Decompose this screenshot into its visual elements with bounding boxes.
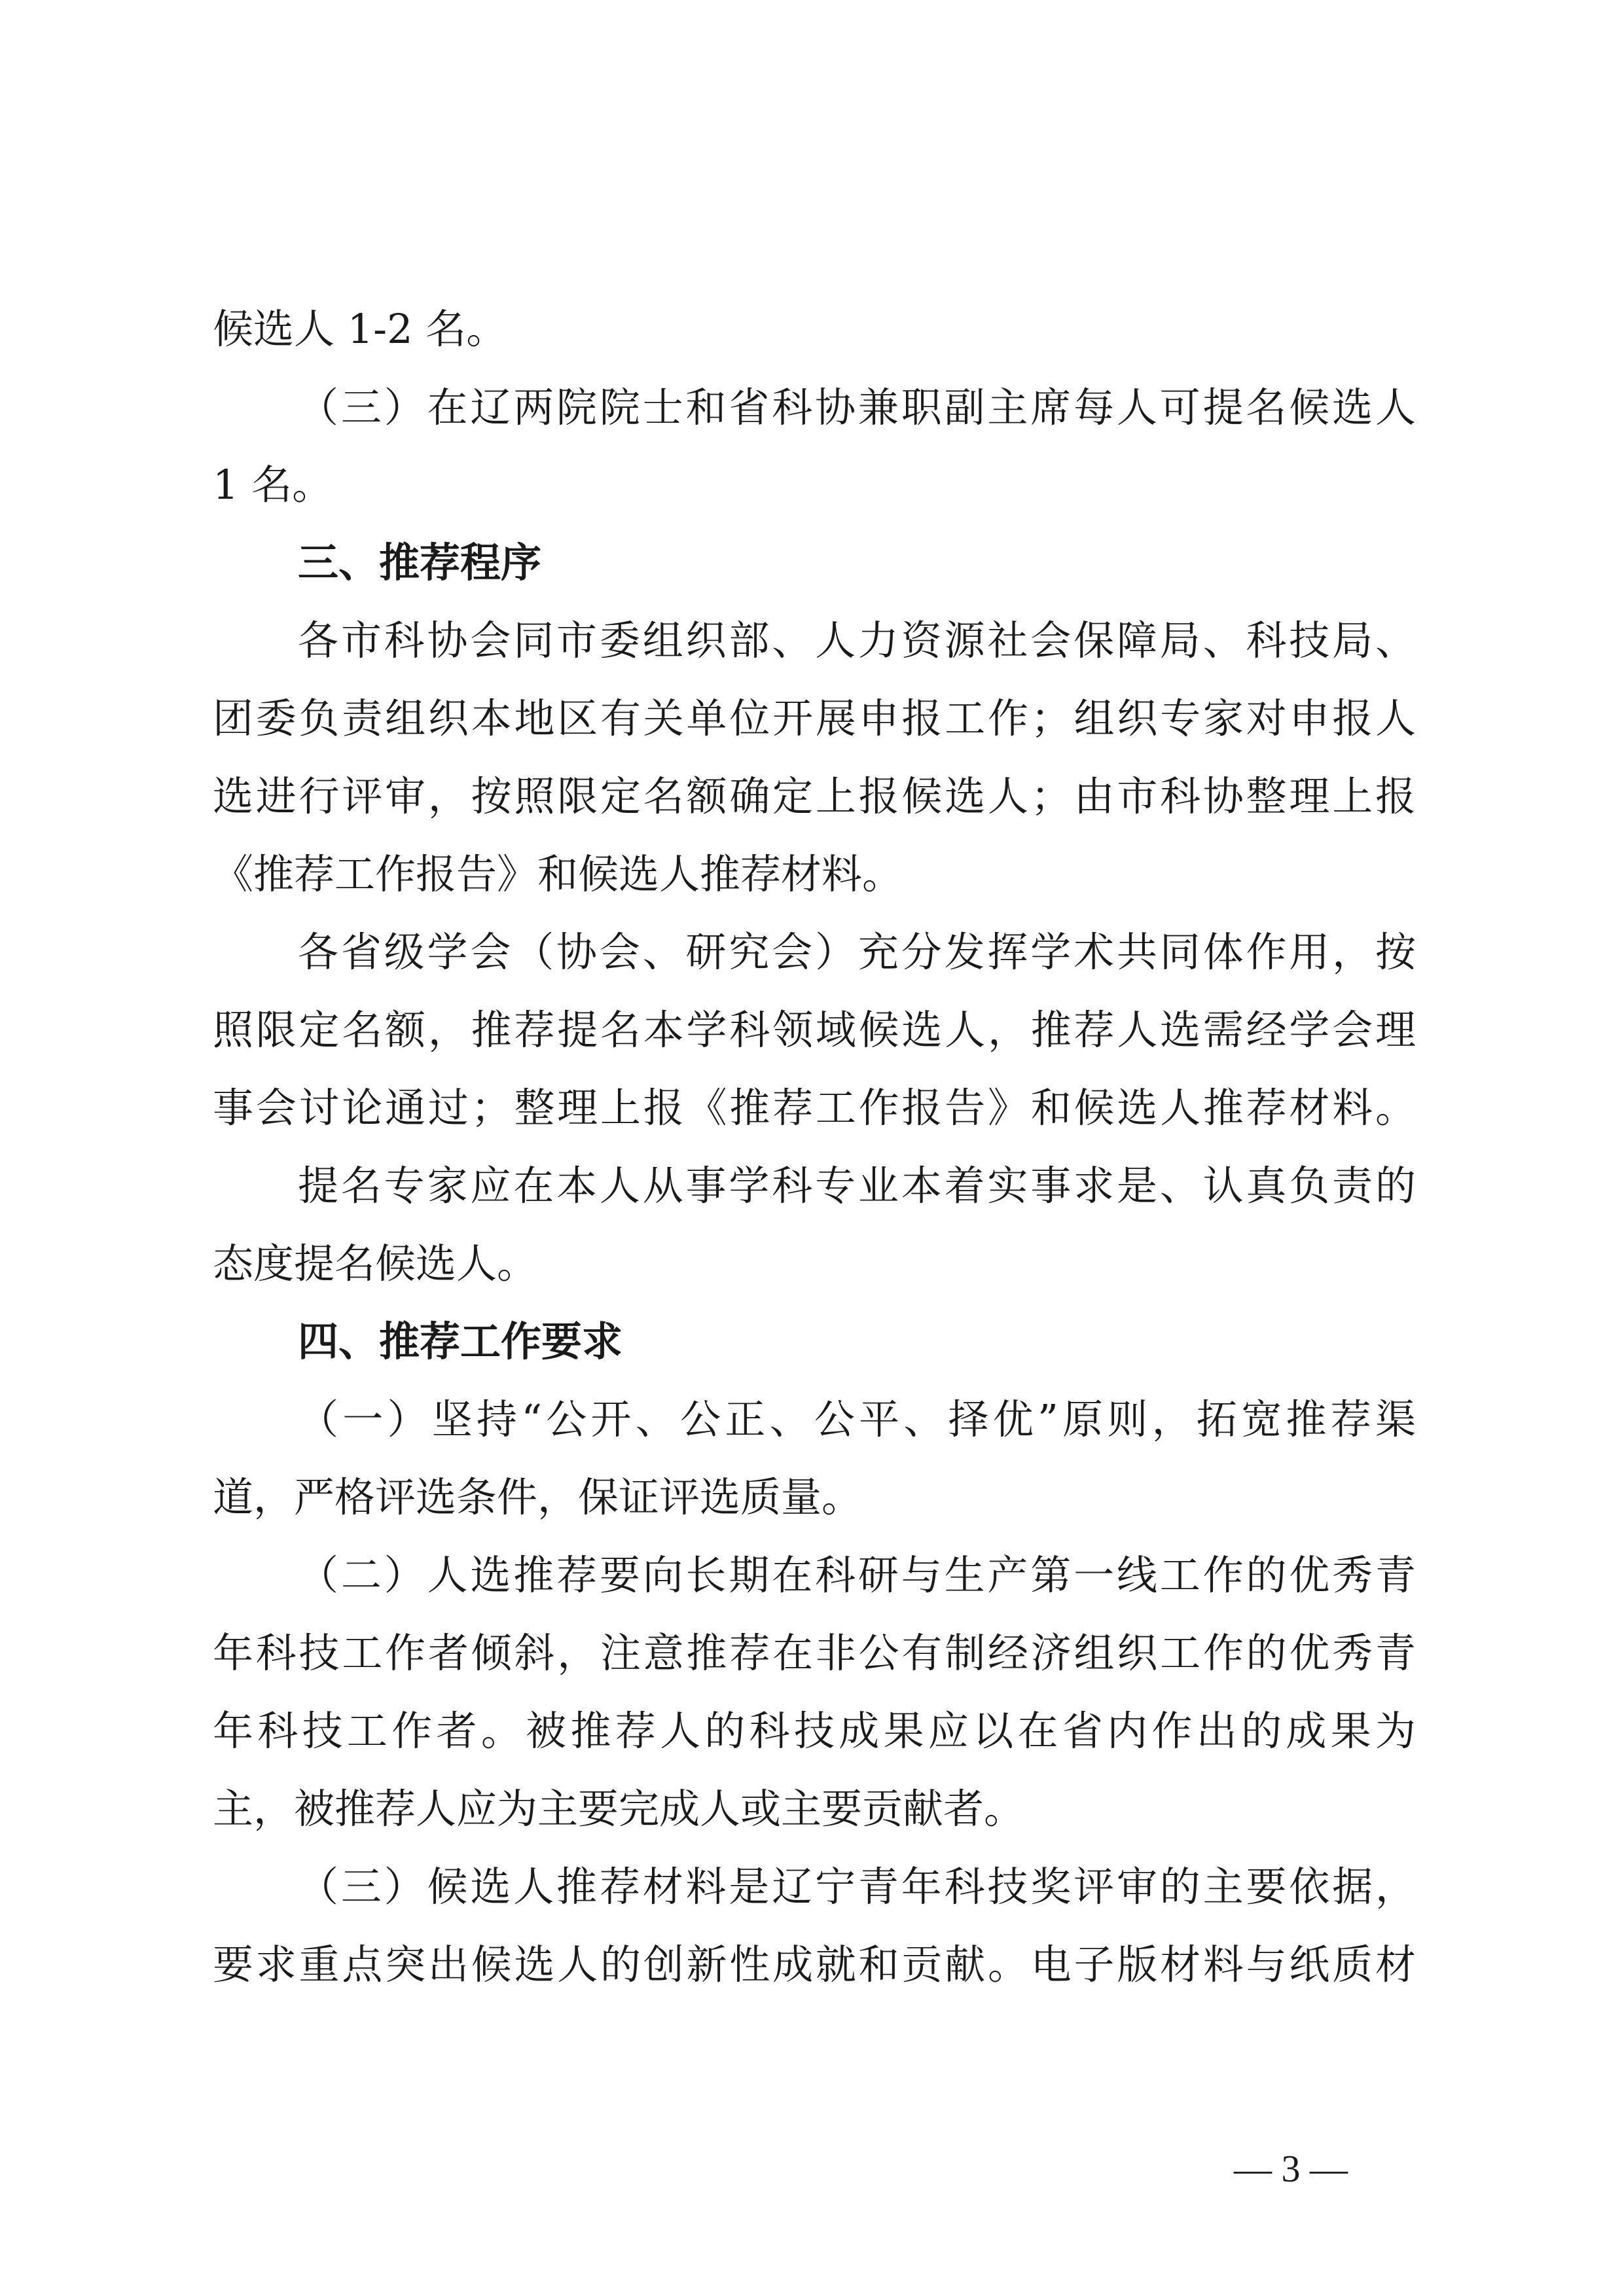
body-text-line: 候选人 1-2 名。	[213, 305, 507, 353]
body-text-line: 年科技工作者倾斜，注意推荐在非公有制经济组织工作的优秀青	[213, 1629, 1416, 1677]
body-text-line: 态度提名候选人。	[213, 1240, 538, 1287]
body-text-line: （二）人选推荐要向长期在科研与生产第一线工作的优秀青	[298, 1551, 1416, 1599]
section-heading: 四、推荐工作要求	[298, 1318, 623, 1365]
body-text-line: 要求重点突出候选人的创新性成就和贡献。电子版材料与纸质材	[213, 1941, 1416, 1988]
body-text-line: 各省级学会（协会、研究会）充分发挥学术共同体作用，按	[298, 928, 1416, 976]
body-text-line: 道，严格评选条件，保证评选质量。	[213, 1473, 863, 1521]
body-text-line: 事会讨论通过；整理上报《推荐工作报告》和候选人推荐材料。	[213, 1084, 1416, 1132]
body-text-line: 主，被推荐人应为主要完成人或主要贡献者。	[213, 1785, 1025, 1833]
body-text-line: 1 名。	[213, 461, 333, 509]
page-number: — 3 —	[1234, 2147, 1348, 2190]
body-text-line: （三）候选人推荐材料是辽宁青年科技奖评审的主要依据，	[298, 1863, 1416, 1910]
body-text-line: （一）坚持“公开、公正、公平、择优”原则，拓宽推荐渠	[298, 1395, 1416, 1443]
body-text-line: 选进行评审，按照限定名额确定上报候选人；由市科协整理上报	[213, 772, 1416, 820]
body-text-line: 《推荐工作报告》和候选人推荐材料。	[213, 850, 903, 898]
body-text-line: 各市科协会同市委组织部、人力资源社会保障局、科技局、	[298, 617, 1416, 664]
body-text-line: 团委负责组织本地区有关单位开展申报工作；组织专家对申报人	[213, 694, 1416, 742]
body-text-line: 照限定名额，推荐提名本学科领域候选人，推荐人选需经学会理	[213, 1006, 1416, 1054]
section-heading: 三、推荐程序	[298, 539, 542, 586]
body-text-line: 年科技工作者。被推荐人的科技成果应以在省内作出的成果为	[213, 1707, 1416, 1755]
body-text-line: （三）在辽两院院士和省科协兼职副主席每人可提名候选人	[298, 384, 1416, 431]
body-text-line: 提名专家应在本人从事学科专业本着实事求是、认真负责的	[298, 1162, 1416, 1210]
